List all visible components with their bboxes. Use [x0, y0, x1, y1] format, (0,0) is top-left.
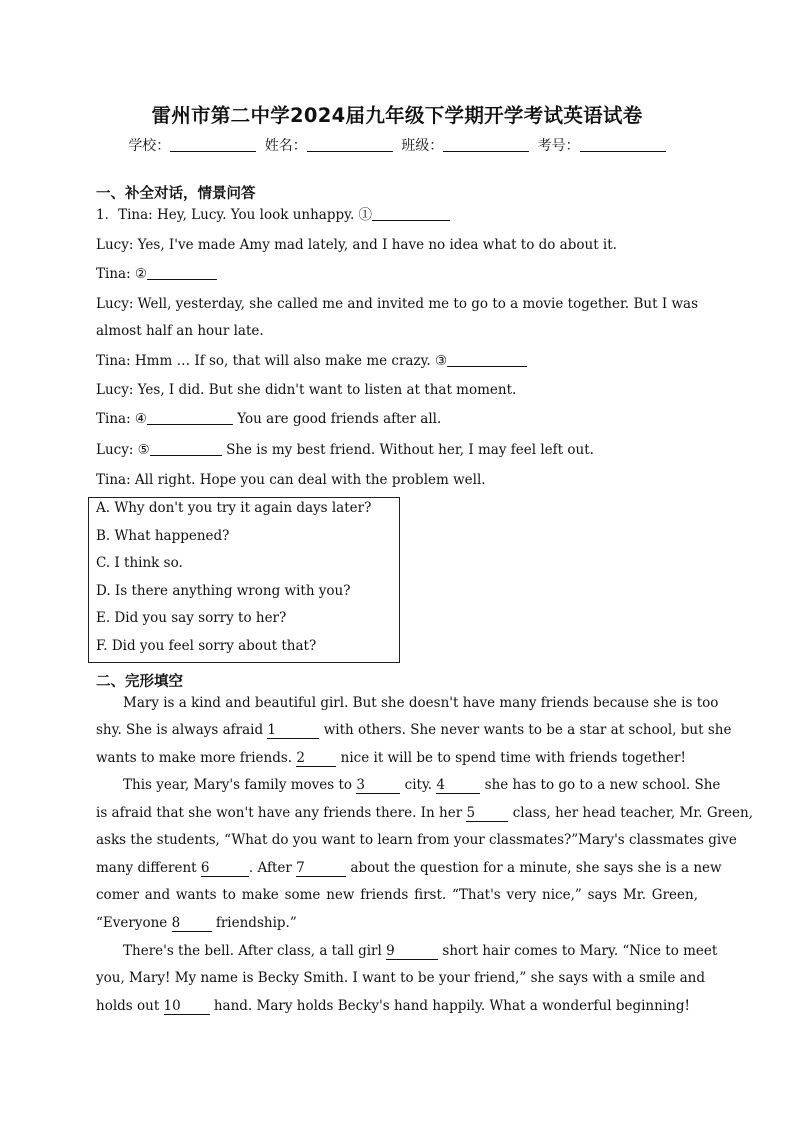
passage-text: “Everyone: [96, 915, 172, 931]
exam-number-label: 考号：: [537, 138, 580, 154]
dialogue-line: [96, 265, 217, 283]
passage-line: [96, 969, 705, 987]
dialogue-text: 1．Tina: Hey, Lucy. You look unhappy. ①: [96, 207, 373, 223]
dialogue-text: almost half an hour late.: [96, 323, 264, 339]
dialogue-text: Lucy: Well, yesterday, she called me and invited me to go to a movie together. But I was: [96, 296, 698, 312]
dialogue-line: [96, 295, 698, 313]
passage-text: class, her head teacher, Mr. Green,: [508, 805, 754, 821]
dialogue-text: Lucy: Yes, I've made Amy mad lately, and I have no idea what to do about it.: [96, 237, 617, 253]
passage-text: friendship.”: [211, 915, 297, 931]
exam-number-blank[interactable]: [580, 137, 666, 152]
passage-text: Mary is a kind and beautiful girl. But she doesn't have many friends because she is too: [96, 695, 719, 711]
cloze-blank-5[interactable]: 5: [466, 805, 508, 822]
class-label: 班级：: [401, 138, 444, 154]
passage-text: There's the bell. After class, a tall girl: [96, 943, 387, 959]
dialogue-text: Tina: Hmm … If so, that will also make me crazy. ③: [96, 353, 448, 369]
answer-blank-1[interactable]: [372, 206, 450, 221]
passage-text: you, Mary! My name is Becky Smith. I want to be your friend,” she says with a smile and: [96, 970, 705, 986]
section2-heading: 二、完形填空: [96, 674, 183, 690]
dialogue-text: Tina: All right. Hope you can deal with the problem well.: [96, 472, 486, 488]
option-b[interactable]: B. What happened?: [96, 528, 230, 544]
answer-blank-3[interactable]: [447, 352, 527, 367]
dialogue-text: Lucy: ⑤: [96, 442, 150, 458]
passage-line: [96, 859, 722, 877]
cloze-blank-10[interactable]: 10: [164, 998, 210, 1015]
school-label: 学校：: [128, 138, 171, 154]
passage-line: [96, 694, 719, 712]
passage-text: comer and wants to make some new friends first. “That's very nice,” says Mr. Green,: [96, 887, 698, 903]
dialogue-line: [96, 441, 594, 459]
dialogue-line: [96, 206, 450, 224]
answer-blank-2[interactable]: [147, 265, 217, 280]
dialogue-text: She is my best friend. Without her, I may feel left out.: [221, 442, 594, 458]
cloze-blank-9[interactable]: 9: [386, 943, 438, 960]
dialogue-line: [96, 471, 486, 489]
cloze-blank-6[interactable]: 6: [201, 860, 249, 877]
dialogue-text: Lucy: Yes, I did. But she didn't want to listen at that moment.: [96, 382, 517, 398]
passage-text: many different: [96, 860, 201, 876]
dialogue-line: [96, 410, 441, 428]
passage-line: [96, 749, 698, 767]
dialogue-line: [96, 381, 516, 399]
passage-line: [96, 831, 737, 849]
passage-text: about the question for a minute, she says she is a new: [346, 860, 722, 876]
dialogue-text: Tina: ②: [96, 266, 148, 282]
dialogue-line: [96, 322, 264, 340]
passage-line: [96, 804, 754, 822]
passage-text: short hair comes to Mary. “Nice to meet: [438, 943, 718, 959]
dialogue-text: You are good friends after all.: [233, 411, 442, 427]
cloze-blank-8[interactable]: 8: [172, 915, 212, 932]
passage-text: she has to go to a new school. She: [480, 777, 721, 793]
passage-line: [96, 997, 698, 1015]
school-blank[interactable]: [170, 137, 256, 152]
passage-line: [96, 721, 732, 739]
dialogue-text: Tina: ④: [96, 411, 148, 427]
cloze-blank-2[interactable]: 2: [296, 750, 336, 767]
option-e[interactable]: E. Did you say sorry to her?: [96, 610, 287, 626]
cloze-blank-4[interactable]: 4: [436, 777, 480, 794]
dialogue-line: [96, 352, 527, 370]
passage-text: with others. She never wants to be a star at school, but she: [319, 722, 732, 738]
class-blank[interactable]: [443, 137, 529, 152]
passage-line: [96, 942, 718, 960]
page-title: 雷州市第二中学2024届九年级下学期开学考试英语试卷: [151, 104, 643, 127]
cloze-blank-1[interactable]: 1: [267, 722, 319, 739]
passage-text: wants to make more friends.: [96, 750, 297, 766]
passage-text: hand. Mary holds Becky's hand happily. What a wonderful beginning!: [209, 998, 690, 1014]
name-blank[interactable]: [307, 137, 393, 152]
passage-line: [96, 776, 721, 794]
answer-blank-4[interactable]: [147, 410, 233, 425]
student-info-row: [0, 135, 794, 155]
option-d[interactable]: D. Is there anything wrong with you?: [96, 583, 351, 599]
passage-text: nice it will be to spend time with friends together!: [336, 750, 686, 766]
passage-text: . After: [248, 860, 297, 876]
passage-line: [96, 886, 698, 904]
option-a[interactable]: A. Why don't you try it again days later?: [96, 500, 372, 516]
passage-text: holds out: [96, 998, 164, 1014]
answer-blank-5[interactable]: [150, 441, 222, 456]
passage-text: city.: [400, 777, 437, 793]
section1-heading: 一、补全对话，情景问答: [96, 186, 256, 202]
options-box: [88, 497, 400, 663]
option-f[interactable]: F. Did you feel sorry about that?: [96, 638, 317, 654]
cloze-blank-3[interactable]: 3: [356, 777, 400, 794]
passage-text: asks the students, “What do you want to learn from your classmates?”Mary's classmates give: [96, 832, 737, 848]
option-c[interactable]: C. I think so.: [96, 555, 183, 571]
cloze-blank-7[interactable]: 7: [296, 860, 346, 877]
passage-text: shy. She is always afraid: [96, 722, 268, 738]
dialogue-line: [96, 236, 617, 254]
passage-line: [96, 914, 698, 932]
name-label: 姓名：: [264, 138, 307, 154]
passage-text: This year, Mary's family moves to: [96, 777, 357, 793]
passage-text: is afraid that she won't have any friends there. In her: [96, 805, 467, 821]
